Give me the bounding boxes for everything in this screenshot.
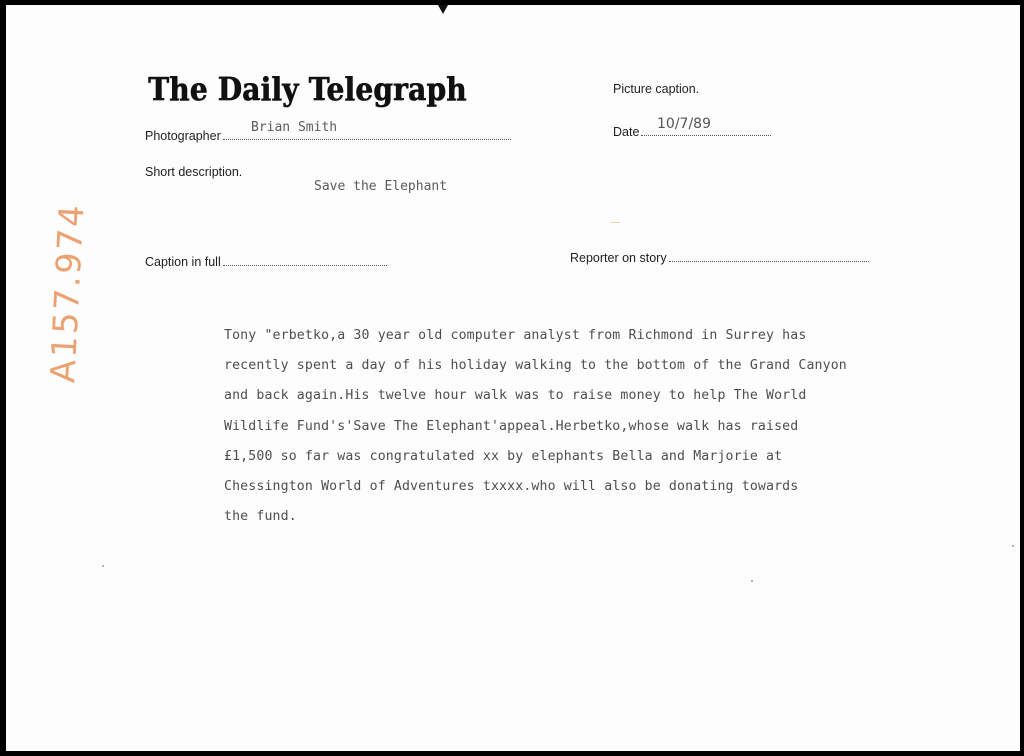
caption-line: the fund.: [224, 509, 297, 525]
caption-line: Chessington World of Adventures txxxx.who will also be donating towards: [224, 479, 799, 495]
handwritten-reference-number: A157.974: [43, 202, 93, 384]
picture-caption-label: Picture caption.: [613, 82, 700, 96]
caption-dotted-line: [223, 255, 387, 266]
caption-in-full-label: Caption in full: [145, 255, 221, 269]
stray-mark: [610, 222, 620, 223]
caption-text: [224, 321, 924, 532]
short-description-label: Short description.: [145, 165, 243, 179]
reporter-label: Reporter on story: [570, 251, 667, 265]
caption-line: £1,500 so far was congratulated xx by elephants Bella and Marjorie at: [224, 448, 783, 464]
short-description-value: Save the Elephant: [314, 179, 448, 194]
date-value: 10/7/89: [657, 116, 711, 132]
scan-clip-mark: [438, 5, 448, 14]
caption-line: and back again.His twelve hour walk was to raise money to help The World: [224, 388, 807, 404]
photographer-label: Photographer: [145, 129, 221, 143]
newspaper-masthead: The Daily Telegraph: [148, 71, 467, 108]
caption-line: Tony "erbetko,a 30 year old computer analyst from Richmond in Surrey has: [224, 328, 807, 343]
reporter-dotted-line: [669, 251, 869, 262]
caption-line: recently spent a day of his holiday walking to the bottom of the Grand Canyon: [224, 358, 847, 374]
scan-border-bottom: [0, 751, 1024, 756]
dust-speck: [751, 580, 753, 582]
dust-speck: [102, 565, 104, 567]
date-label: Date: [613, 125, 640, 139]
photographer-value: Brian Smith: [251, 120, 338, 135]
caption-form-page: [6, 5, 1020, 751]
dust-speck: [1012, 545, 1014, 547]
caption-line: Wildlife Fund's'Save The Elephant'appeal.Herbetko,whose walk has raised: [224, 418, 799, 434]
reporter-field: [570, 251, 869, 265]
caption-in-full-field: [145, 255, 387, 269]
